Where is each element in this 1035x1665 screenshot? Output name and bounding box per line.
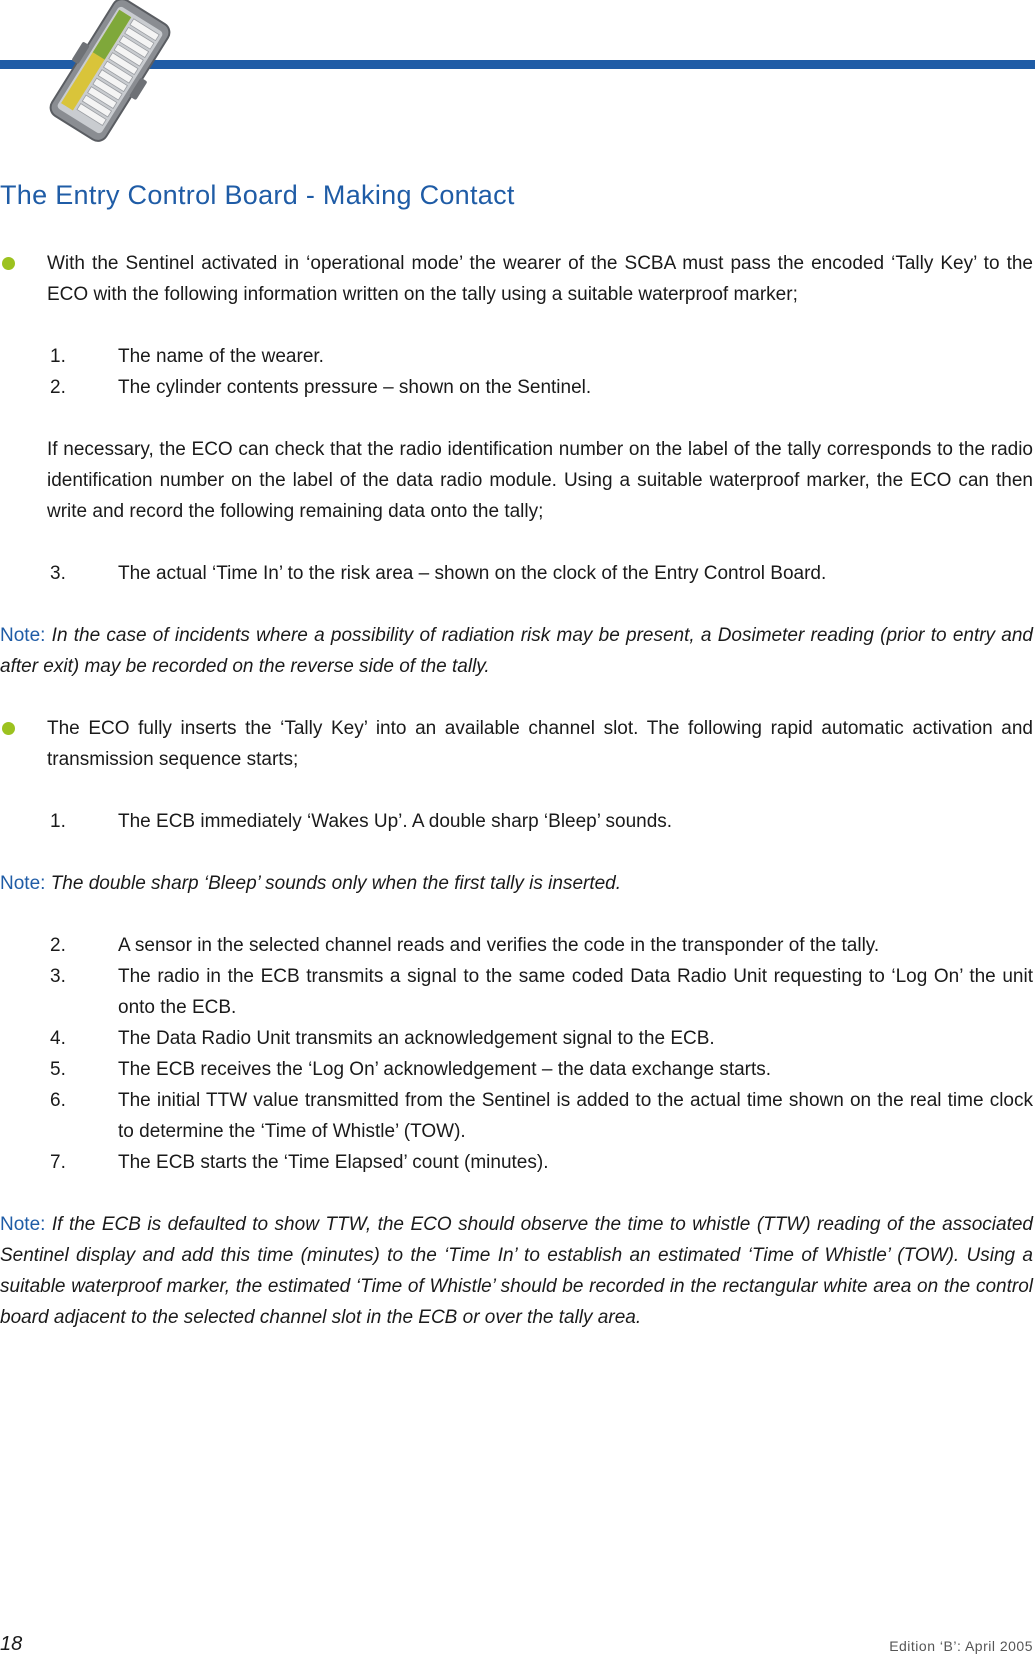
- bullet-dot-icon: [2, 257, 15, 270]
- item-number: 2.: [50, 377, 66, 398]
- list-item: [0, 1023, 1033, 1054]
- list-item: [0, 930, 1033, 961]
- item-number: 1.: [50, 811, 66, 832]
- item-text: The actual ‘Time In’ to the risk area – shown on the clock of the Entry Control Board.: [118, 563, 827, 584]
- page-body: [0, 248, 1033, 1333]
- list-item: [0, 341, 1033, 372]
- item-text: The initial TTW value transmitted from the Sentinel is added to the actual time shown on the real time clock to determine the ‘Time of Whistle’ (TOW).: [118, 1090, 1033, 1142]
- item-number: 6.: [50, 1090, 66, 1111]
- edition-label: Edition ‘B’: April 2005: [889, 1638, 1033, 1654]
- item-text: The ECB immediately ‘Wakes Up’. A double sharp ‘Bleep’ sounds.: [118, 811, 673, 832]
- item-text: The name of the wearer.: [118, 346, 324, 367]
- item-number: 3.: [50, 563, 66, 584]
- bullet-paragraph: [0, 248, 1033, 310]
- list-item: [0, 558, 1033, 589]
- page-header: [0, 0, 1035, 150]
- note-text: If the ECB is defaulted to show TTW, the ECO should observe the time to whistle (TTW) reading of the associated Sentinel display and add this time (minutes) to the ‘Time In’ to establish an estimated ‘Time of Whistle’ (TOW). Using a suitable waterproof marker, the estimated ‘Time of Whistle’ should be recorded in the rectangular white area on the control board adjacent to the selected channel slot in the ECB or over the tally area.: [0, 1214, 1034, 1328]
- note-label: Note:: [0, 625, 46, 646]
- note-label: Note:: [0, 873, 46, 894]
- item-number: 3.: [50, 966, 66, 987]
- item-number: 5.: [50, 1059, 66, 1080]
- list-item: [0, 372, 1033, 403]
- sequence-list-start: [0, 806, 1033, 837]
- bullet-dot-icon: [2, 722, 15, 735]
- note-label: Note:: [0, 1214, 46, 1235]
- item-text: The ECB receives the ‘Log On’ acknowledgement – the data exchange starts.: [118, 1059, 772, 1080]
- note-bleep: [0, 868, 1033, 899]
- item-number: 7.: [50, 1152, 66, 1173]
- item-number: 1.: [50, 346, 66, 367]
- list-item: [0, 1054, 1033, 1085]
- bullet-text: The ECO fully inserts the ‘Tally Key’ into an available channel slot. The following rapid automatic activation and transmission sequence starts;: [47, 718, 1033, 770]
- list-item: [0, 1085, 1033, 1147]
- bullet-paragraph: [0, 713, 1033, 775]
- item-text: The cylinder contents pressure – shown on the Sentinel.: [118, 377, 592, 398]
- item-text: A sensor in the selected channel reads and verifies the code in the transponder of the tally.: [118, 935, 880, 956]
- page-title: The Entry Control Board - Making Contact: [0, 180, 515, 210]
- list-item: [0, 1147, 1033, 1178]
- item-text: The radio in the ECB transmits a signal to the same coded Data Radio Unit requesting to ‘Log On’ the unit onto the ECB.: [118, 966, 1033, 1018]
- note-radiation: [0, 620, 1033, 682]
- item-number: 4.: [50, 1028, 66, 1049]
- sequence-list: [0, 930, 1033, 1178]
- bullet-text: With the Sentinel activated in ‘operational mode’ the wearer of the SCBA must pass the encoded ‘Tally Key’ to the ECO with the following information written on the tally using a suitable waterproof marker;: [47, 253, 1033, 305]
- radio-check-paragraph: If necessary, the ECO can check that the radio identification number on the label of the tally corresponds to the radio identification number on the label of the data radio module. Using a suitable waterproof marker, the ECO can then write and record the following remaining data onto the tally;: [47, 439, 1033, 522]
- item-text: The Data Radio Unit transmits an acknowledgement signal to the ECB.: [118, 1028, 715, 1049]
- note-text: The double sharp ‘Bleep’ sounds only when the first tally is inserted.: [50, 873, 622, 894]
- item-text: The ECB starts the ‘Time Elapsed’ count (minutes).: [118, 1152, 549, 1173]
- note-ttw: [0, 1209, 1033, 1333]
- note-text: In the case of incidents where a possibility of radiation risk may be present, a Dosimeter reading (prior to entry and after exit) may be recorded on the reverse side of the tally.: [0, 625, 1034, 677]
- wearer-info-list: [0, 341, 1033, 403]
- item-number: 2.: [50, 935, 66, 956]
- list-item: [0, 961, 1033, 1023]
- list-item: [0, 806, 1033, 837]
- entry-control-board-icon: [40, 0, 180, 145]
- eco-info-list: [0, 558, 1033, 589]
- page-number: 18: [0, 1633, 23, 1655]
